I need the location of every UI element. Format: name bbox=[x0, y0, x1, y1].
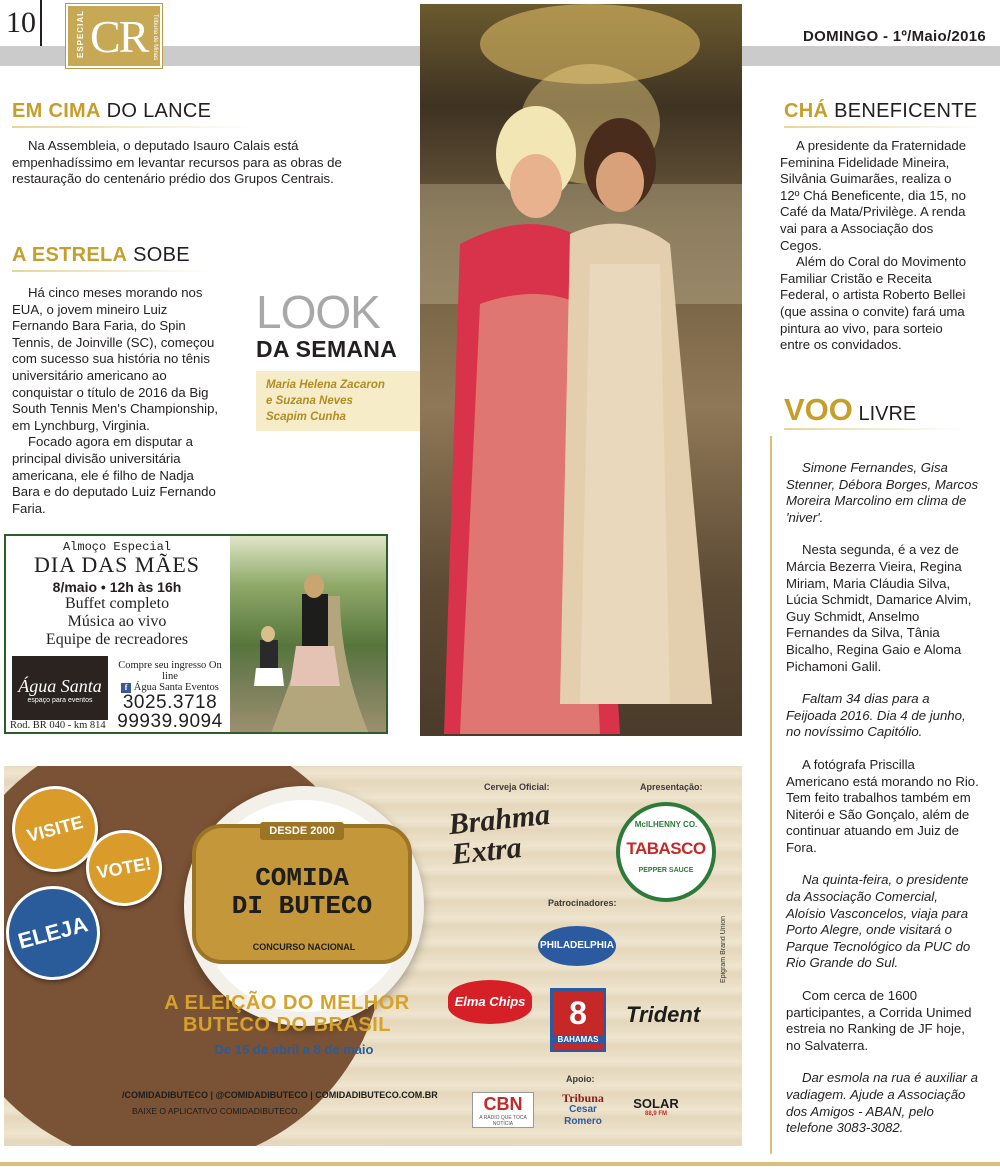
voo-list bbox=[786, 460, 980, 1153]
voo-item: A fotógrafa Priscilla Americano está morando no Rio. Tem feito trabalhos também em Niterói e São Gonçalo, além de continuar atuando em Juiz de Fora. bbox=[786, 756, 979, 855]
logo-label: ESPECIAL bbox=[76, 9, 85, 58]
agua-social-text: Água Santa Eventos bbox=[133, 682, 219, 693]
buteco-name bbox=[192, 864, 412, 920]
cbn-name: CBN bbox=[483, 1094, 523, 1114]
look-caption-line: Scapim Cunha bbox=[266, 411, 346, 423]
label-apresentacao: Apresentação: bbox=[640, 782, 703, 792]
voo-item: Simone Fernandes, Gisa Stenner, Débora Borges, Marcos Moreira Marcolino em clima de 'niver'. bbox=[786, 460, 979, 525]
agua-phone-2: 99939.9094 bbox=[117, 711, 223, 732]
buteco-headline bbox=[142, 992, 432, 1036]
estrela-paragraph-2: Focado agora em disputar a principal divisão universitária americana, ele é filho de Nadja Bara e do deputado Luiz Fernando Faria. bbox=[12, 434, 216, 516]
ad-credit: Epigram Brand Union bbox=[720, 916, 727, 983]
photo-illustration bbox=[420, 4, 742, 736]
cbn-logo bbox=[472, 1092, 534, 1128]
voo-item: Faltam 34 dias para a Feijoada 2016. Dia 4 de junho, no novíssimo Capitólio. bbox=[786, 691, 966, 740]
label-cerveja: Cerveja Oficial: bbox=[484, 782, 550, 792]
look-caption-line: Maria Helena Zacaron bbox=[266, 379, 385, 391]
label-apoio: Apoio: bbox=[566, 1074, 595, 1084]
agua-contact bbox=[110, 660, 230, 731]
elma-chips-logo: Elma Chips bbox=[448, 980, 532, 1024]
bahamas-logo bbox=[550, 988, 606, 1052]
philadelphia-logo: PHILADELPHIA bbox=[538, 926, 616, 966]
almoco-line: Buffet completo bbox=[64, 595, 170, 612]
cr-logo bbox=[66, 4, 162, 68]
agua-cta: Compre seu ingresso On line bbox=[118, 660, 222, 682]
voo-item: Nesta segunda, é a vez de Márcia Bezerra Vieira, Regina Miriam, Maria Cláudia Silva, Lúcia Schmidt, Damarice Alvim, Guy Schmidt, Anselmo Fernandes da Silva, Tânia Bicalho, Regina Gaio e Aloma Pichamoni Galil. bbox=[786, 542, 972, 674]
agua-santa-logo bbox=[12, 656, 108, 720]
voo-heading bbox=[784, 392, 916, 428]
buteco-contest: CONCURSO NACIONAL bbox=[252, 942, 356, 952]
almoco-title: DIA DAS MÃES bbox=[33, 552, 201, 577]
solar-name: SOLAR bbox=[633, 1096, 679, 1111]
look-subtitle: DA SEMANA bbox=[256, 336, 398, 362]
em-cima-body bbox=[12, 138, 358, 188]
em-cima-rule bbox=[12, 126, 252, 128]
almoco-kicker: Almoço Especial bbox=[62, 540, 172, 554]
agua-address: Rod. BR 040 - km 814 bbox=[10, 720, 106, 731]
cha-paragraph-2: Além do Coral do Movimento Familiar Cristão e Receita Federal, o artista Roberto Bellei (que assina o convite) fará uma pintura ao vivo, para sorteio entre os convidados. bbox=[780, 254, 967, 353]
badge-vote: VOTE! bbox=[80, 824, 168, 912]
badge-visite: VISITE bbox=[4, 776, 108, 881]
estrela-body bbox=[12, 285, 224, 517]
cha-heading-accent: CHÁ bbox=[784, 100, 829, 122]
buteco-name-line-1: COMIDA bbox=[255, 863, 349, 893]
society-photo bbox=[420, 4, 742, 736]
look-caption-line: e Suzana Neves bbox=[266, 395, 353, 407]
issue-date: DOMINGO - 1º/Maio/2016 bbox=[803, 28, 986, 45]
agua-santa-name: Água Santa bbox=[18, 676, 102, 696]
estrela-rule bbox=[12, 270, 212, 272]
tabasco-top: McILHENNY CO. bbox=[634, 820, 698, 829]
agua-santa-sub: espaço para eventos bbox=[27, 697, 93, 704]
badge-eleja: ELEJA bbox=[4, 875, 111, 990]
buteco-dates: De 15 de abril a 8 de maio bbox=[214, 1042, 374, 1057]
agua-phone-1: 3025.3718 bbox=[122, 692, 218, 713]
buteco-headline-1: A ELEIÇÃO DO MELHOR bbox=[164, 992, 410, 1014]
tribuna-logo bbox=[558, 1092, 608, 1128]
solar-logo bbox=[628, 1096, 684, 1117]
almoco-line: Música ao vivo bbox=[67, 613, 167, 630]
page-number: 10 bbox=[6, 6, 36, 39]
solar-frequency: 88,9 FM bbox=[644, 1111, 667, 1117]
cha-rule bbox=[784, 126, 984, 128]
buteco-headline-2: BUTECO DO BRASIL bbox=[183, 1014, 391, 1036]
cha-body bbox=[780, 138, 968, 354]
tabasco-name: TABASCO bbox=[626, 839, 706, 858]
estrela-heading-rest: SOBE bbox=[127, 244, 190, 266]
cha-paragraph-1: A presidente da Fraternidade Feminina Fidelidade Mineira, Silvânia Guimarães, realiza o 12º Chá Beneficente, dia 15, no Café da Mata/Privilège. A renda vai para a Associação dos Cegos. bbox=[780, 138, 967, 253]
tabasco-logo bbox=[616, 802, 716, 902]
bahamas-mark: 8 bbox=[569, 995, 587, 1031]
voo-item: Com cerca de 1600 participantes, a Corrida Unimed estreia no Ranking de JF hoje, no Salvaterra. bbox=[786, 988, 972, 1053]
comida-di-buteco-ad[interactable] bbox=[4, 766, 742, 1146]
voo-heading-accent: VOO bbox=[784, 392, 853, 427]
buteco-name-line-2: DI BUTECO bbox=[231, 891, 373, 921]
cesar-romero-name: Cesar Romero bbox=[564, 1104, 602, 1127]
voo-rule bbox=[784, 428, 964, 430]
buteco-social: /COMIDADIBUTECO | @COMIDADIBUTECO | COMIDADIBUTECO.COM.BR bbox=[122, 1090, 438, 1100]
em-cima-heading bbox=[12, 100, 211, 123]
cbn-sub: A RÁDIO QUE TOCA NOTÍCIA bbox=[479, 1115, 527, 1127]
header-bar-left bbox=[0, 46, 420, 66]
cha-heading bbox=[784, 100, 977, 123]
header-bar-right bbox=[742, 46, 1000, 66]
tribuna-name: Tribuna bbox=[562, 1091, 604, 1105]
tabasco-bottom: PEPPER SAUCE bbox=[638, 867, 694, 874]
label-patrocinadores: Patrocinadores: bbox=[548, 898, 617, 908]
buteco-since: DESDE 2000 bbox=[260, 822, 344, 840]
almoco-text bbox=[6, 540, 228, 649]
em-cima-paragraph: Na Assembleia, o deputado Isauro Calais está empenhadíssimo em levantar recursos para as obras de restauração do centenário prédio dos Grupos Centrais. bbox=[12, 138, 342, 187]
look-caption bbox=[256, 371, 422, 431]
bahamas-name: BAHAMAS bbox=[553, 1035, 603, 1044]
voo-item: Dar esmola na rua é auxiliar a vadiagem. Ajude a Associação dos Amigos - ABAN, pelo telefone 3083-3082. bbox=[786, 1070, 978, 1136]
almoco-photo-illustration bbox=[230, 536, 388, 734]
logo-letters: CR bbox=[90, 11, 148, 62]
buteco-app: BAIXE O APLICATIVO COMIDADIBUTECO. bbox=[132, 1106, 300, 1116]
footer-rule bbox=[0, 1162, 1000, 1166]
almoco-line: Equipe de recreadores bbox=[45, 631, 189, 648]
estrela-heading bbox=[12, 244, 190, 267]
brahma-logo: Brahma Extra bbox=[446, 797, 552, 872]
trident-logo: Trident bbox=[626, 1002, 701, 1027]
almoco-date: 8/maio • 12h às 16h bbox=[52, 579, 182, 595]
almoco-photo bbox=[230, 536, 388, 734]
almoco-ad[interactable] bbox=[4, 534, 388, 734]
estrela-paragraph-1: Há cinco meses morando nos EUA, o jovem mineiro Luiz Fernando Bara Faria, do Spin Tennis, de Joinville (SC), começou com sucesso sua história no tênis universitário americano ao conquistar o título de 2016 da Big South Tennis Men's Championship, em Lynchburg, Virginia. bbox=[12, 285, 219, 433]
cha-heading-rest: BENEFICENTE bbox=[828, 100, 978, 122]
facebook-icon: f bbox=[121, 683, 131, 693]
look-da-semana bbox=[256, 288, 406, 431]
logo-side-text: Tribuna de Minas bbox=[152, 14, 158, 61]
estrela-heading-accent: A ESTRELA bbox=[12, 244, 128, 266]
em-cima-heading-accent: EM CIMA bbox=[12, 100, 101, 122]
em-cima-heading-rest: DO LANCE bbox=[100, 100, 212, 122]
header-divider bbox=[40, 0, 42, 46]
voo-heading-rest: LIVRE bbox=[852, 403, 917, 425]
look-title: LOOK bbox=[256, 286, 380, 338]
voo-item: Na quinta-feira, o presidente da Associação Comercial, Aloísio Vasconcelos, viaja para Porto Alegre, onde visitará o Parque Tecnológico da PUC do Rio Grande do Sul. bbox=[786, 872, 971, 971]
